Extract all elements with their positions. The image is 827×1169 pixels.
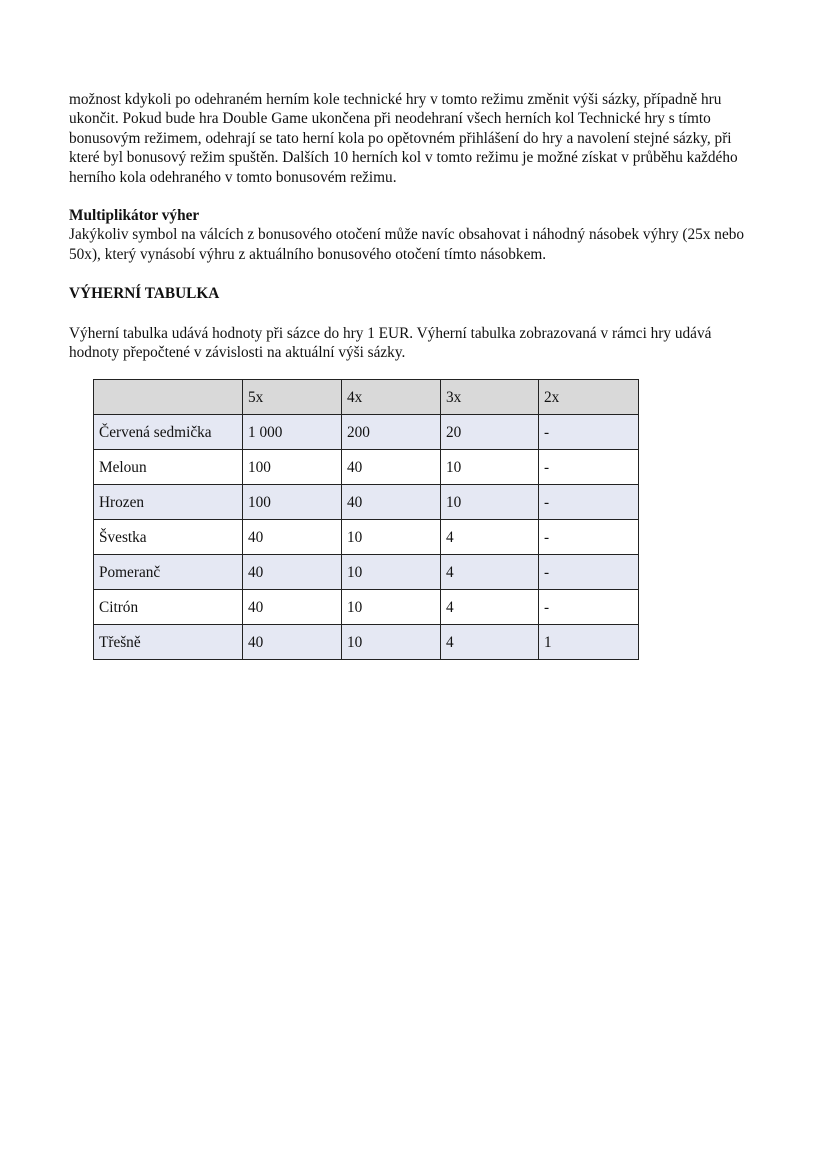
value-cell: 40 [243, 520, 342, 555]
header-cell-symbol [94, 380, 243, 415]
value-cell: 4 [441, 625, 539, 660]
value-cell: - [539, 520, 639, 555]
value-cell: 4 [441, 555, 539, 590]
symbol-cell: Červená sedmička [94, 415, 243, 450]
intro-paragraph: možnost kdykoli po odehraném herním kole technické hry v tomto režimu změnit výši sázky, případně hru ukončit. Pokud bude hra Double Game ukončena při neodehraní všech herních kol Technické hry s tímto bonusovým režimem, odehrají se tato herní kola po opětovném přihlášení do hry a navolení stejné sázky, při které byl bonusový režim spuštěn. Dalších 10 herních kol v tomto režimu je možné získat v průběhu každého herního kola odehraného v tomto bonusovém režimu. [69, 91, 738, 186]
value-cell: 200 [342, 415, 441, 450]
table-row [94, 625, 639, 660]
header-cell-3x: 3x [441, 380, 539, 415]
value-cell: 40 [342, 485, 441, 520]
value-cell: - [539, 555, 639, 590]
value-cell: - [539, 590, 639, 625]
symbol-cell: Meloun [94, 450, 243, 485]
symbol-cell: Citrón [94, 590, 243, 625]
value-cell: 10 [441, 450, 539, 485]
table-row [94, 555, 639, 590]
value-cell: 10 [342, 590, 441, 625]
value-cell: 40 [243, 625, 342, 660]
header-cell-4x: 4x [342, 380, 441, 415]
value-cell: 4 [441, 590, 539, 625]
table-row [94, 520, 639, 555]
value-cell: 100 [243, 485, 342, 520]
table-row [94, 485, 639, 520]
header-cell-2x: 2x [539, 380, 639, 415]
value-cell: 10 [342, 555, 441, 590]
table-row [94, 590, 639, 625]
value-cell: 4 [441, 520, 539, 555]
value-cell: - [539, 415, 639, 450]
paytable-paragraph: Výherní tabulka udává hodnoty při sázce do hry 1 EUR. Výherní tabulka zobrazovaná v rámci hry udává hodnoty přepočtené v závislosti na aktuální výši sázky. [69, 324, 712, 362]
paytable-heading: VÝHERNÍ TABULKA [69, 285, 220, 303]
symbol-cell: Pomeranč [94, 555, 243, 590]
value-cell: 20 [441, 415, 539, 450]
value-cell: 10 [441, 485, 539, 520]
document-page [69, 90, 759, 660]
table-row [94, 415, 639, 450]
multiplier-heading: Multiplikátor výher [69, 207, 200, 225]
table-header-row [94, 380, 639, 415]
value-cell: - [539, 450, 639, 485]
value-cell: 40 [342, 450, 441, 485]
symbol-cell: Hrozen [94, 485, 243, 520]
header-cell-5x: 5x [243, 380, 342, 415]
multiplier-paragraph: Jakýkoliv symbol na válcích z bonusového otočení může navíc obsahovat i náhodný násobek výhry (25x nebo 50x), který vynásobí výhru z aktuálního bonusového otočení tímto násobkem. [69, 226, 745, 263]
paytable [93, 379, 639, 660]
table-row [94, 450, 639, 485]
value-cell: 1 [539, 625, 639, 660]
value-cell: 40 [243, 555, 342, 590]
value-cell: 100 [243, 450, 342, 485]
value-cell: - [539, 485, 639, 520]
value-cell: 40 [243, 590, 342, 625]
symbol-cell: Švestka [94, 520, 243, 555]
value-cell: 1 000 [243, 415, 342, 450]
symbol-cell: Třešně [94, 625, 243, 660]
value-cell: 10 [342, 520, 441, 555]
value-cell: 10 [342, 625, 441, 660]
